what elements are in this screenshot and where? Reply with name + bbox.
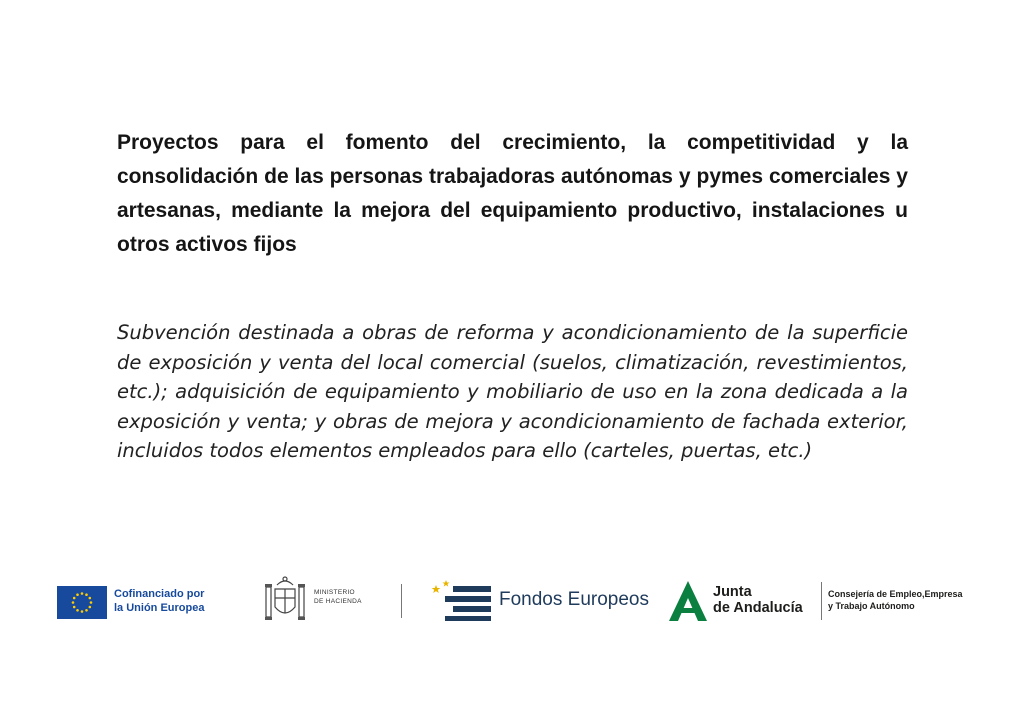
- consejeria-text: [828, 588, 963, 612]
- document-title: Proyectos para el fomento del crecimiento, la competitividad y la consolidación de las personas trabajadoras autónomas y pymes comerciales y artesanas, mediante la mejora del equipamiento productivo, instalaciones u otros activos fijos: [117, 131, 908, 256]
- ministerio-line2: DE HACIENDA: [314, 597, 362, 605]
- fondos-europeos-text: Fondos Europeos: [499, 589, 649, 610]
- junta-line2: de Andalucía: [713, 600, 803, 616]
- logo-divider-2: [821, 582, 822, 620]
- footer-logos: [0, 570, 1024, 630]
- consejeria-line1: Consejería de Empleo,Empresa: [828, 589, 963, 599]
- junta-andalucia-text: [713, 584, 803, 616]
- ministerio-line1: MINISTERIO: [314, 589, 355, 596]
- eu-text-line1: Cofinanciado por: [114, 588, 205, 600]
- eu-cofinanciado-text: [114, 587, 204, 615]
- ministerio-hacienda-text: [314, 589, 362, 606]
- consejeria-line2: y Trabajo Autónomo: [828, 601, 915, 611]
- fondos-europeos-icon: [431, 577, 493, 623]
- eu-text-line2: la Unión Europea: [114, 602, 205, 614]
- document-description: Subvención destinada a obras de reforma y acondicionamiento de la superficie de exposición y venta del local comercial (suelos, climatización, revestimientos, etc.); adquisición de equipamiento y mobiliario de uso en la zona dedicada a la exposición y venta; y obras de mejora y acondicionamiento de fachada exterior, incluidos todos elementos empleados para ello (carteles, puertas, etc.): [117, 321, 908, 462]
- junta-line1: Junta: [713, 584, 752, 600]
- junta-andalucia-icon: [668, 580, 708, 622]
- logo-divider: [401, 584, 402, 618]
- eu-flag-icon: [57, 586, 107, 619]
- spain-coat-of-arms-icon: [263, 575, 307, 625]
